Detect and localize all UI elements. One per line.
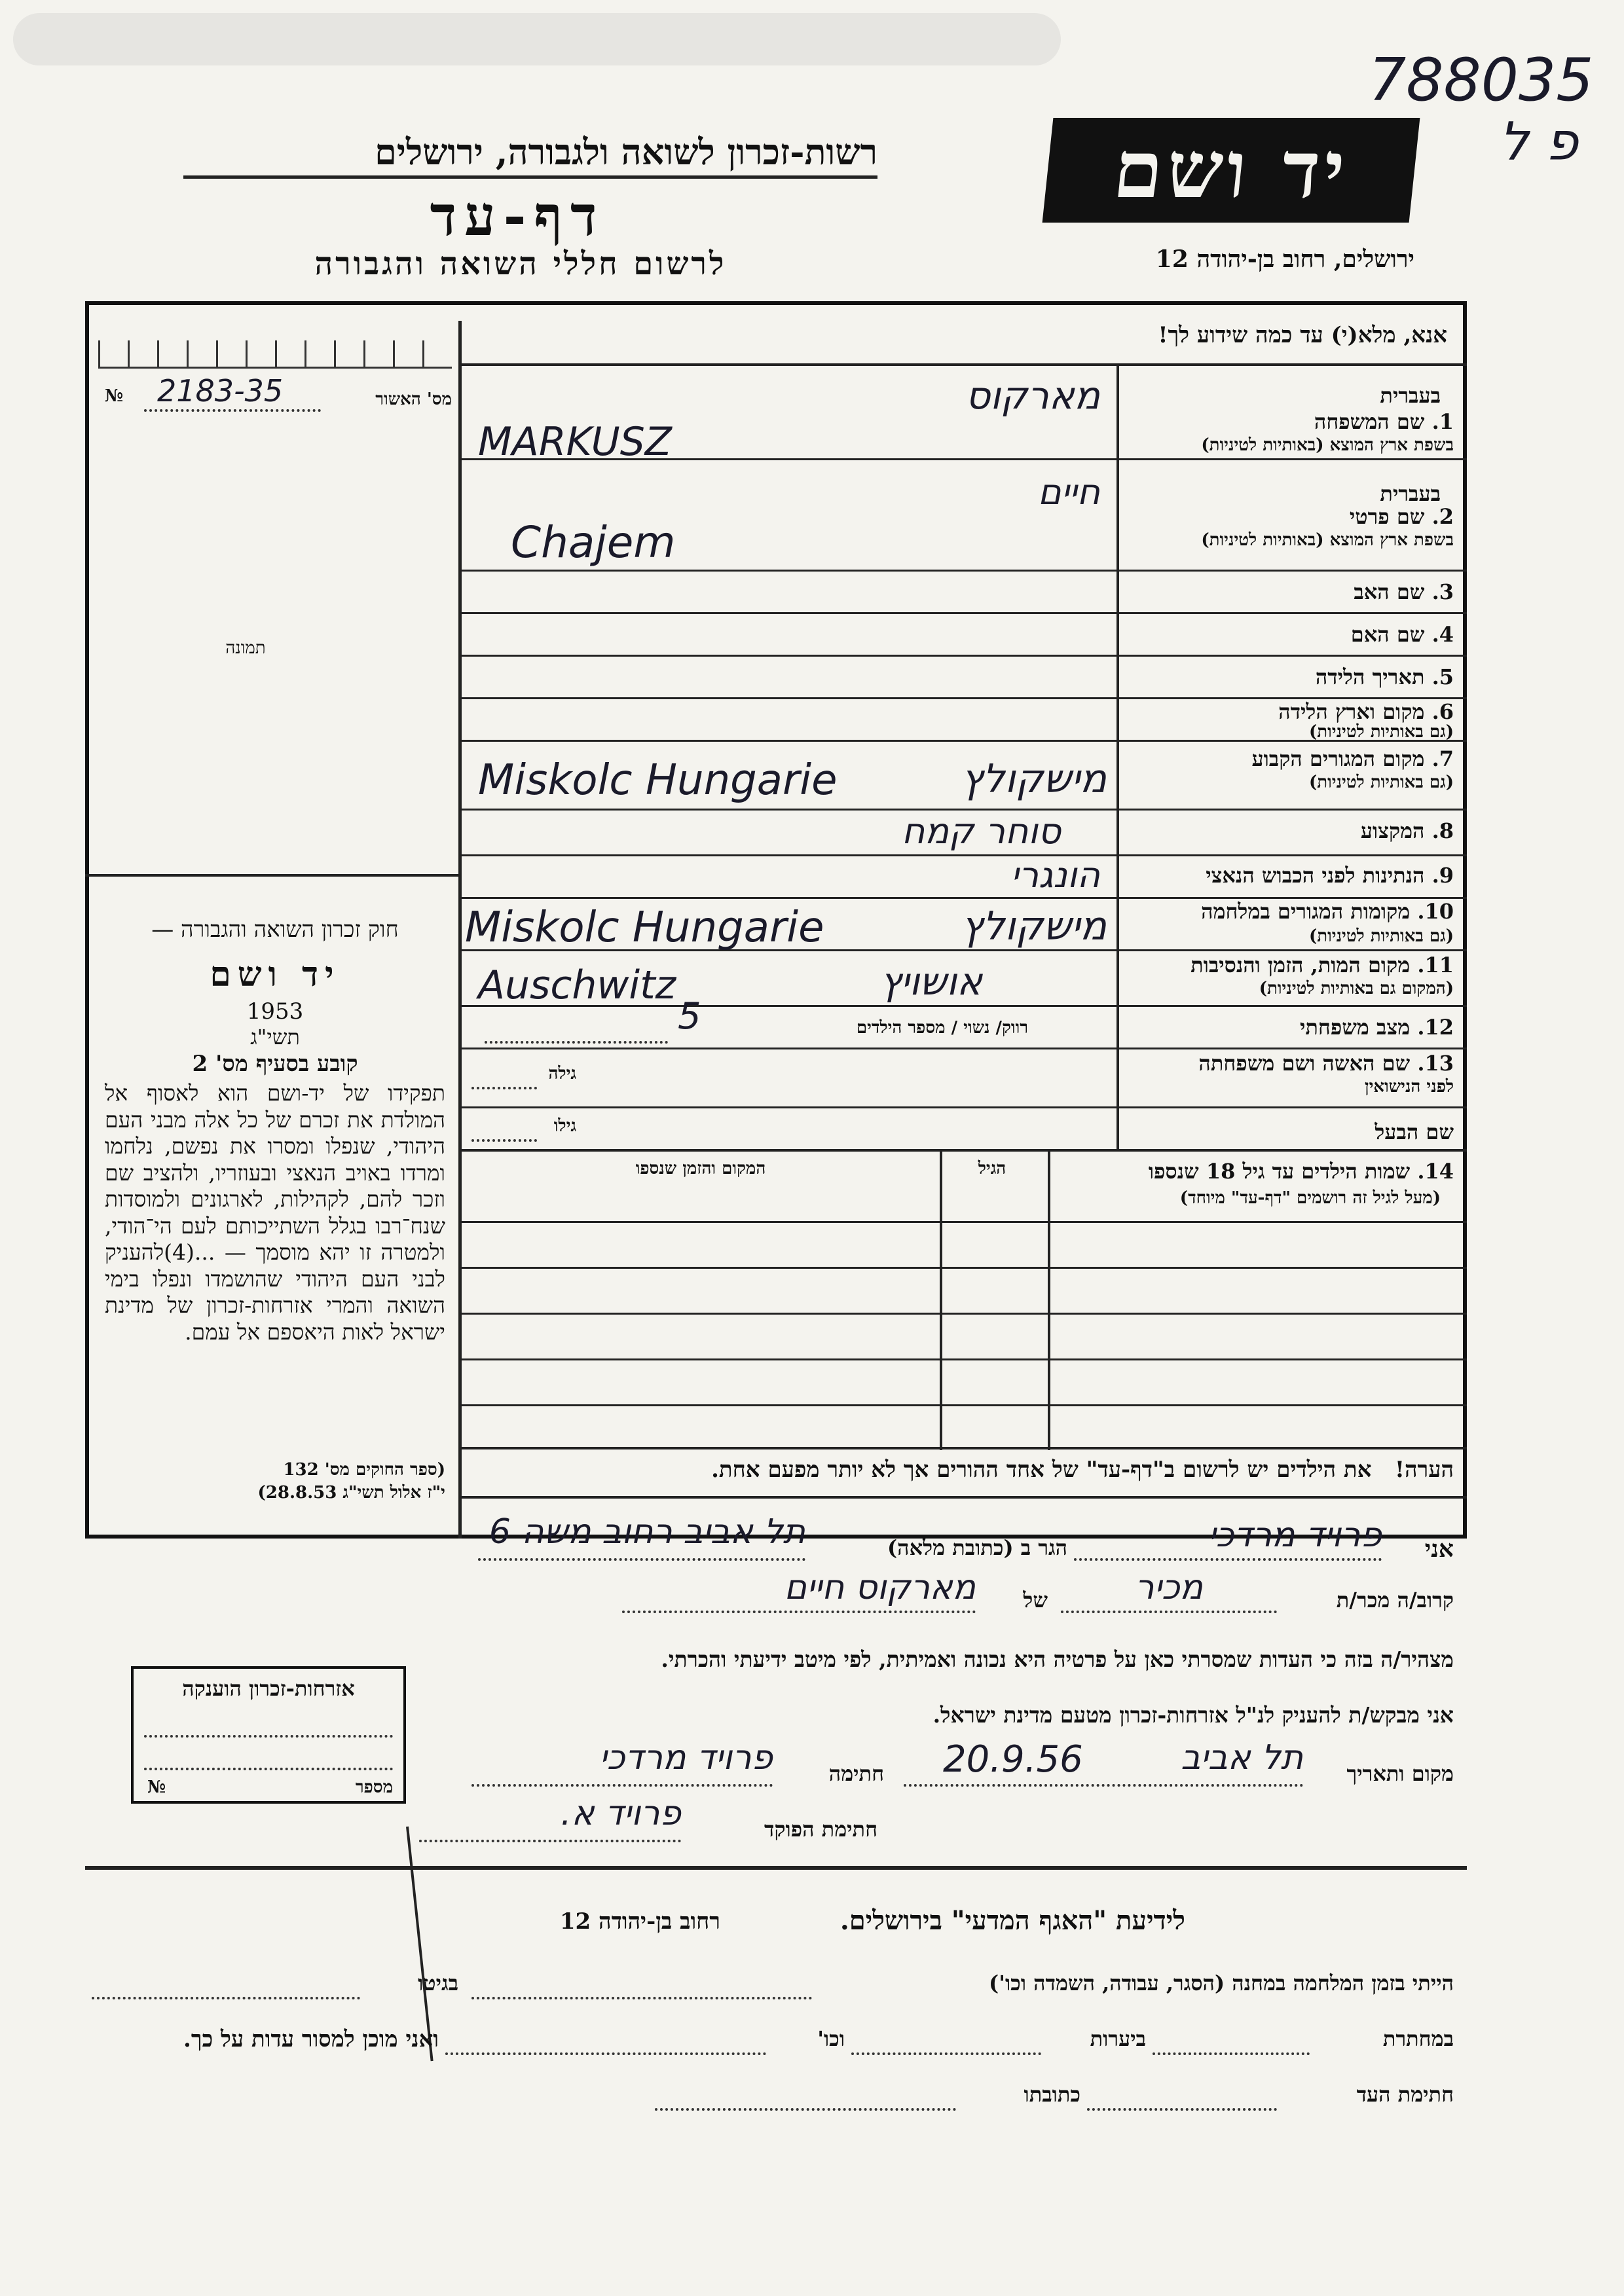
field-7-num: 7. xyxy=(1431,746,1454,771)
witness-address: תל אביב רחוב משה 6 xyxy=(489,1512,805,1552)
witness-name: פרויד מרדכי xyxy=(1208,1516,1382,1555)
approval-number: 2183-35 xyxy=(157,373,284,409)
field-10-num: 10. xyxy=(1417,899,1454,924)
field-11-value-latin: Auschwitz xyxy=(478,962,676,1008)
field-2-label: שם פרטי xyxy=(1349,504,1425,529)
footer-address: רחוב בן-יהודה 12 xyxy=(559,1908,720,1935)
footer-line1-a: הייתי בזמן המלחמה במחנה (הסגר, עבודה, השמדה וכו') xyxy=(989,1971,1454,1995)
field-7-label: מקום המגורים הקבוע xyxy=(1251,746,1425,771)
field-10-sub: (גם באותיות לטיניות) xyxy=(1308,926,1454,946)
footer-line1-b: בגיטו xyxy=(418,1971,458,1995)
law-name: יד ושם xyxy=(210,955,341,994)
field-1-hebrew-tag: בעברית xyxy=(1380,383,1441,408)
witness-i-label: אני xyxy=(1424,1535,1454,1563)
field-1-label: שם המשפחה xyxy=(1314,409,1425,434)
field-3-num: 3. xyxy=(1431,579,1454,604)
footer-line3-b: כתובתו xyxy=(1024,2082,1080,2107)
photo-label: תמונה xyxy=(225,638,266,658)
husband-age-label: גילו xyxy=(553,1116,576,1136)
field-2-num: 2. xyxy=(1431,504,1454,529)
footer-line2-b: ביערות xyxy=(1090,2026,1146,2051)
field-9-value: הונגרי xyxy=(1010,854,1100,896)
field-1-sub: בשפת ארץ המוצא (באותיות לטיניות) xyxy=(1201,435,1454,455)
law-ref-1: (ספר החוקים מס' 132 xyxy=(283,1460,445,1480)
field-11-value-he: אושויץ xyxy=(880,959,982,1004)
field-9-num: 9. xyxy=(1431,863,1454,888)
witness-date: 20.9.56 xyxy=(943,1738,1083,1781)
authority-name: רשות-זכרון לשואה ולגבורה, ירושלים xyxy=(375,131,877,173)
children-col-age: הגיל xyxy=(978,1159,1006,1178)
instruction-divider xyxy=(458,363,1467,366)
witness-relative-label: קרוב/ה מכר/ת xyxy=(1336,1588,1454,1613)
field-10-label: מקומות המגורים במלחמה xyxy=(1201,899,1411,924)
approval-ticks xyxy=(98,340,452,369)
field-7-value-he: מישקולץ xyxy=(961,756,1107,802)
husband-label: שם הבעל xyxy=(1375,1120,1454,1144)
field-4-num: 4. xyxy=(1431,622,1454,647)
law-year-he: תשי"ג xyxy=(250,1025,300,1049)
field-6-sub: (גם באותיות לטיניות) xyxy=(1308,722,1454,742)
field-12-status-options: רווק/ נשוי / מספר הילדים xyxy=(856,1018,1028,1038)
witness-relation: מכיר xyxy=(1135,1568,1203,1607)
field-5-num: 5. xyxy=(1431,665,1454,689)
footer-line2-a: במחתרת xyxy=(1382,2026,1454,2051)
field-12-label: מצב משפחתי xyxy=(1300,1015,1411,1040)
footer-line2-d: ואני מוכן למסור עדות על כך. xyxy=(183,2026,439,2052)
field-10-value-latin: Miskolc Hungarie xyxy=(465,903,824,952)
field-8-value: סוחר קמח xyxy=(902,811,1061,852)
officer-label: חתימת הפוקד xyxy=(764,1817,877,1842)
left-column-divider xyxy=(458,321,462,1539)
field-2-value-he: חיים xyxy=(1037,471,1100,513)
field-13-sub: לפני הנישואין xyxy=(1364,1077,1454,1097)
footer-line2-c: וכו' xyxy=(817,2026,845,2051)
field-11-sub: (המקום גם באותיות לטיניות) xyxy=(1259,979,1454,998)
field-12-num: 12. xyxy=(1417,1015,1454,1040)
witness-of-label: של xyxy=(1023,1588,1048,1613)
witness-declaration: מצהיר/ה בזה כי העדות שמסרתי כאן על פרטיה היא נכונה ואמיתית, לפי מיטב ידיעתי והכרתי. xyxy=(661,1647,1454,1672)
signature-label: חתימה xyxy=(828,1761,884,1786)
children-section-sub: (מעל לגיל זה רושמים "דף-עד" מיוחד) xyxy=(1179,1188,1441,1208)
header-address: ירושלים, רחוב בן-יהודה 12 xyxy=(1155,246,1414,273)
field-1-num: 1. xyxy=(1431,409,1454,434)
field-13-num: 13. xyxy=(1417,1051,1454,1076)
witness-request: אני מבקש/ת להעניק לנ"ל אזרחות-זכרון מטעם מדינת ישראל. xyxy=(932,1702,1454,1728)
field-1-value-latin: MARKUSZ xyxy=(478,419,672,465)
footer-heading: לידיעת "האגף המדעי" בירושלים. xyxy=(840,1905,1185,1936)
law-ref-2: י"ז אלול תשי"ג 28.8.53) xyxy=(257,1483,445,1503)
scan-noise xyxy=(13,13,1061,65)
field-1-value-he: מארקוס xyxy=(965,373,1100,418)
field-13-label: שם האשה ושם משפחתה xyxy=(1198,1051,1411,1076)
field-11-label: מקום המות, הזמן והנסיבות xyxy=(1190,953,1411,977)
field-5-label: תאריך הלידה xyxy=(1315,665,1425,689)
photo-bottom-line xyxy=(85,874,462,877)
law-title: חוק זכרון השואה והגבורה — xyxy=(151,917,399,943)
form-instruction: אנא, מלא(י) עד כמה שידוע לך! xyxy=(1158,322,1447,348)
form-title: דף-עד xyxy=(430,183,605,248)
field-13-age-label: גילה xyxy=(548,1064,576,1084)
field-4-label: שם האם xyxy=(1350,622,1425,647)
field-2-value-latin: Chajem xyxy=(511,517,676,568)
footer-line3-a: חתימת העד xyxy=(1356,2082,1454,2107)
note-label: הערה! xyxy=(1395,1457,1454,1483)
witness-of-value: מארקוס חיים xyxy=(784,1568,976,1607)
field-6-num: 6. xyxy=(1431,699,1454,724)
citizenship-number-prefix: № xyxy=(147,1777,166,1797)
law-text: תפקידו של יד-ושם הוא לאסוף אל המולדת את זכרם של כל אלה מבני העם היהודי, שנפלו ומסרו את נפשם, נלחמו ומרדו באויב הנאצי ובעוזריו, ולהציב שם וזכר להם, לקהילות, לארגונים ולמוסדות שנח־רבו בגלל השתייכותם לעם הי־הודי, ולמטרה זו יהא מוסמך — ...(4)להעניק לבני העם היהודי שהושמדו ונפלו בימי השואה והמרי אזרחות-זכרון של מדינת ישראל לאות היאספם אל עמם. xyxy=(105,1080,445,1345)
witness-signature: פרויד מרדכי xyxy=(599,1738,773,1777)
place-date-label: מקום ותאריך xyxy=(1346,1761,1454,1786)
footer-divider xyxy=(85,1866,1467,1870)
field-2-sub: בשפת ארץ המוצא (באותיות לטיניות) xyxy=(1201,530,1454,550)
form-subtitle: לרשום חללי השואה והגבורה xyxy=(314,246,727,282)
authority-underline xyxy=(183,175,877,179)
law-clause: קובע בסעיף מס' 2 xyxy=(192,1051,358,1077)
field-12-children: 5 xyxy=(678,995,701,1038)
children-col-place: המקום והזמן שנספו xyxy=(635,1159,766,1178)
field-3-label: שם האב xyxy=(1354,579,1425,604)
citizenship-number-label: מספר xyxy=(355,1777,393,1797)
note-text: את הילדים יש לרשום ב"דף-עד" של אחד ההורים אך לא יותר מפעם אחת. xyxy=(711,1457,1372,1483)
field-10-value-he: מישקולץ xyxy=(961,903,1107,949)
field-9-label: הנתינות לפני הכבוש הנאצי xyxy=(1206,863,1425,888)
citizenship-title: אזרחות-זכרון הוענקה xyxy=(182,1676,355,1701)
field-8-label: המקצוע xyxy=(1360,818,1425,843)
law-year: 1953 xyxy=(246,998,304,1025)
archive-number: 788035 xyxy=(1369,46,1594,115)
field-11-num: 11. xyxy=(1417,953,1454,977)
field-8-num: 8. xyxy=(1431,818,1454,843)
label-column-divider xyxy=(1116,363,1119,1149)
approval-no-prefix: № xyxy=(105,386,124,406)
field-7-sub: (גם באותיות לטיניות) xyxy=(1308,773,1454,792)
archive-letters: פ ל xyxy=(1499,111,1578,172)
witness-resides-label: הגר ב (כתובת מלאה) xyxy=(887,1535,1067,1560)
field-7-value-latin: Miskolc Hungarie xyxy=(478,756,838,805)
yad-vashem-logo: יד ושם xyxy=(1043,118,1420,223)
field-6-label: מקום וארץ הלידה xyxy=(1278,699,1425,724)
children-section-label: 14. שמות הילדים עד גיל 18 שנספו xyxy=(1148,1159,1454,1184)
witness-place: תל אביב xyxy=(1181,1738,1303,1777)
approval-label: מס' האשור xyxy=(375,390,452,409)
officer-signature: פרויד א. xyxy=(561,1794,681,1833)
field-2-hebrew-tag: בעברית xyxy=(1380,481,1441,506)
